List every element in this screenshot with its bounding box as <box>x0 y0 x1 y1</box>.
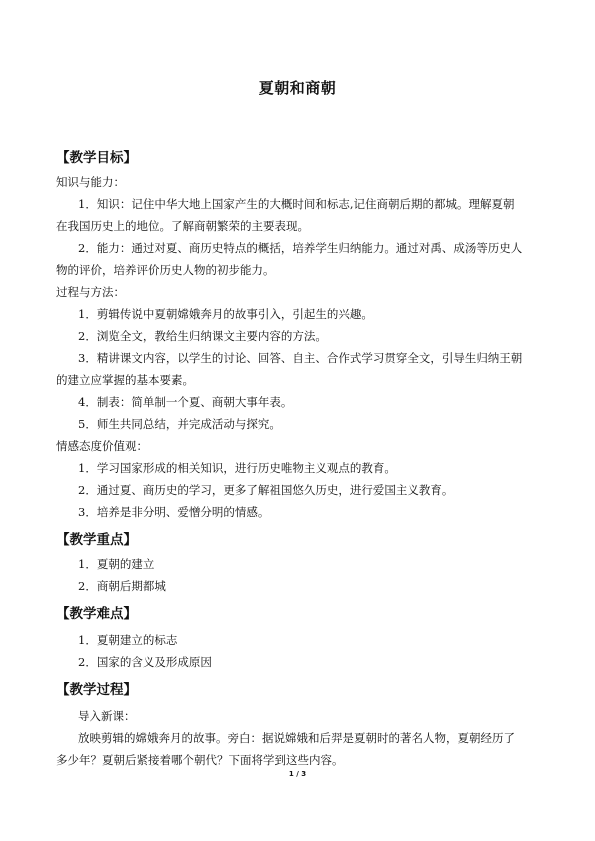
process-item-5: 5．师生共同总结，并完成活动与探究。 <box>78 417 281 431</box>
knowledge-item-2-line-2: 物的评价，培养评价历史人物的初步能力。 <box>56 263 275 277</box>
emotion-item-2: 2．通过夏、商历史的学习，更多了解祖国悠久历史，进行爱国主义教育。 <box>78 483 454 497</box>
page-number: 1 / 3 <box>288 770 307 778</box>
knowledge-item-1-line-2: 在我国历史上的地位。了解商朝繁荣的主要表现。 <box>56 219 309 233</box>
emotion-item-1: 1．学习国家形成的相关知识，进行历史唯物主义观点的教育。 <box>78 461 396 475</box>
intro-paragraph-line-1: 放映剪辑的嫦娥奔月的故事。旁白：据说嫦娥和后羿是夏朝时的著名人物，夏朝经历了 <box>78 731 515 745</box>
knowledge-item-2-line-1: 2．能力：通过对夏、商历史特点的概括，培养学生归纳能力。通过对禹、成汤等历史人 <box>78 241 523 255</box>
process-item-1: 1．剪辑传说中夏朝嫦娥奔月的故事引入，引起生的兴趣。 <box>78 307 373 321</box>
page-title: 夏朝和商朝 <box>258 79 337 97</box>
intro-label: 导入新课： <box>78 709 136 723</box>
process-item-3-line-1: 3．精讲课文内容，以学生的讨论、回答、自主、合作式学习贯穿全文，引导生归纳王朝 <box>78 351 523 365</box>
key-point-item: 2．商朝后期都城 <box>78 579 166 593</box>
process-method-label: 过程与方法： <box>56 285 125 299</box>
difficulty-item: 2．国家的含义及形成原因 <box>78 655 212 669</box>
section-heading-difficulties: 【教学难点】 <box>56 606 137 622</box>
process-item-3-line-2: 的建立应掌握的基本要素。 <box>56 373 194 387</box>
section-heading-process: 【教学过程】 <box>56 682 137 698</box>
section-heading-goals: 【教学目标】 <box>56 150 137 166</box>
intro-paragraph-line-2: 多少年？夏朝后紧接着哪个朝代？下面将学到这些内容。 <box>56 753 344 767</box>
knowledge-item-1-line-1: 1．知识：记住中华大地上国家产生的大概时间和标志,记住商朝后期的都城。理解夏朝 <box>78 197 515 211</box>
knowledge-label: 知识与能力： <box>56 175 125 189</box>
section-heading-key-points: 【教学重点】 <box>56 532 137 548</box>
difficulty-item: 1．夏朝建立的标志 <box>78 633 178 647</box>
process-item-4: 4．制表：简单制一个夏、商朝大事年表。 <box>78 395 293 409</box>
key-point-item: 1．夏朝的建立 <box>78 557 155 571</box>
emotion-item-3: 3．培养是非分明、爱憎分明的情感。 <box>78 505 270 519</box>
emotion-label: 情感态度价值观： <box>56 439 148 453</box>
process-item-2: 2．浏览全文，教给生归纳课文主要内容的方法。 <box>78 329 327 343</box>
